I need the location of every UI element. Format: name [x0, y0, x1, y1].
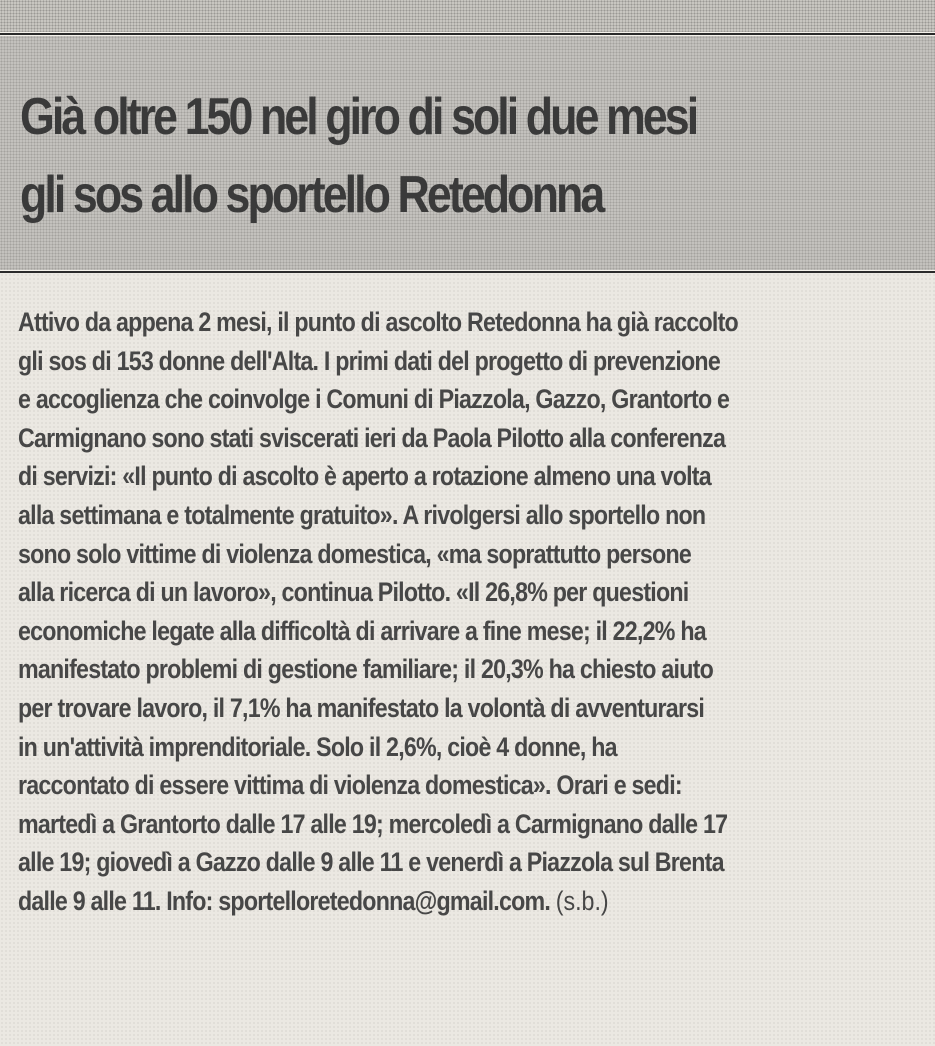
article-line: economiche legate alla difficoltà di arrivare a fine mese; il 22,2% ha [18, 615, 706, 646]
top-halftone-strip [0, 0, 935, 32]
article-line: per trovare lavoro, il 7,1% ha manifestato la volontà di avventurarsi [18, 692, 705, 723]
article-line: in un'attività imprenditoriale. Solo il 2,6%, cioè 4 donne, ha [18, 731, 617, 762]
article-line: Carmignano sono stati sviscerati ieri da Paola Pilotto alla conferenza [18, 422, 726, 453]
article-line: raccontato di essere vittima di violenza domestica». Orari e sedi: [18, 770, 682, 801]
headline-line-2: gli sos allo sportello Retedonna [20, 166, 603, 224]
article-last-line [18, 882, 912, 921]
article-line: alla settimana e totalmente gratuito». A rivolgersi allo sportello non [18, 499, 706, 530]
article-line-text: dalle 9 alle 11. Info: sportelloretedonna@gmail.com. [18, 885, 551, 916]
article-line: di servizi: «Il punto di ascolto è aperto a rotazione almeno una volta [18, 461, 711, 492]
article-line: Attivo da appena 2 mesi, il punto di ascolto Retedonna ha già raccolto [18, 307, 738, 337]
author-signature: (s.b.) [555, 885, 609, 916]
headline [20, 78, 794, 234]
article-line: martedì a Grantorto dalle 17 alle 19; mercoledì a Carmignano dalle 17 [18, 808, 728, 839]
headline-line-1: Già oltre 150 nel giro di soli due mesi [20, 88, 697, 146]
article-line: alla ricerca di un lavoro», continua Pilotto. «Il 26,8% per questioni [18, 577, 689, 608]
article-line: manifestato problemi di gestione familiare; il 20,3% ha chiesto aiuto [18, 654, 713, 685]
article-line: e accoglienza che coinvolge i Comuni di Piazzola, Gazzo, Grantorto e [18, 384, 730, 415]
article-line: alle 19; giovedì a Gazzo dalle 9 alle 11 e venerdì a Piazzola sul Brenta [18, 847, 724, 878]
article-body [18, 303, 912, 921]
article-line: gli sos di 153 donne dell'Alta. I primi dati del progetto di prevenzione [18, 345, 720, 376]
article-line: sono solo vittime di violenza domestica, «ma soprattutto persone [18, 538, 692, 569]
top-rule [0, 33, 935, 35]
